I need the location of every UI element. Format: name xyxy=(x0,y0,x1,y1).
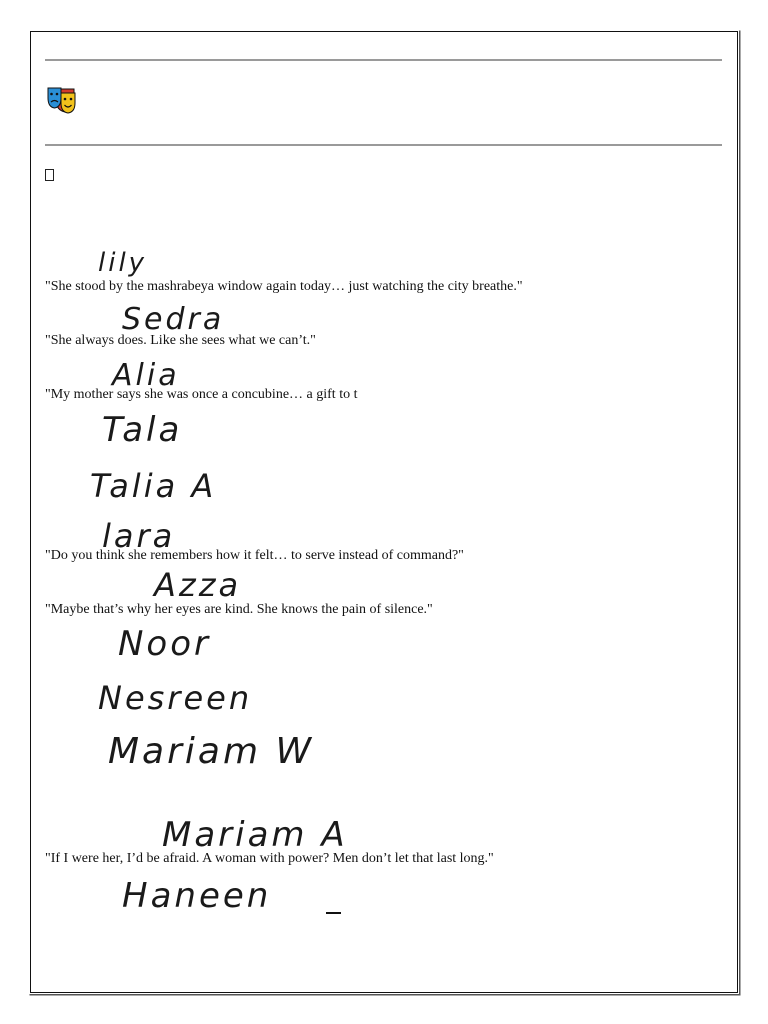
dialogue-line: "Maybe that’s why her eyes are kind. She knows the pain of silence." xyxy=(45,602,433,617)
handwritten-signature: lara xyxy=(102,517,176,555)
theater-masks-icon xyxy=(47,86,77,114)
page-frame xyxy=(30,31,738,993)
dialogue-line: "My mother says she was once a concubine… a gift to t xyxy=(45,387,358,402)
section-divider xyxy=(45,144,722,146)
dialogue-line: "She always does. Like she sees what we can’t." xyxy=(45,333,316,348)
dialogue-line: "She stood by the mashrabeya window again today… just watching the city breathe." xyxy=(45,279,523,294)
handwritten-signature: Alia xyxy=(112,358,180,393)
dialogue-line: "Do you think she remembers how it felt… to serve instead of command?" xyxy=(45,548,464,563)
handwritten-signature: Haneen xyxy=(122,876,272,916)
top-divider xyxy=(45,59,722,61)
handwritten-signature: Mariam A xyxy=(162,815,348,855)
handwritten-signature: Talia A xyxy=(90,467,217,505)
handwritten-signature: Azza xyxy=(154,566,242,604)
handwritten-signature: Nesreen xyxy=(98,679,253,717)
handwritten-signature: lily xyxy=(98,248,148,278)
stray-pen-mark xyxy=(326,912,341,914)
handwritten-signature: Tala xyxy=(102,410,183,450)
handwritten-signature: Sedra xyxy=(122,302,225,337)
handwritten-signature: Mariam W xyxy=(108,731,315,772)
dialogue-line: "If I were her, I’d be afraid. A woman with power? Men don’t let that last long." xyxy=(45,851,494,866)
missing-glyph-box xyxy=(45,169,54,181)
handwritten-signature: Noor xyxy=(118,624,212,664)
